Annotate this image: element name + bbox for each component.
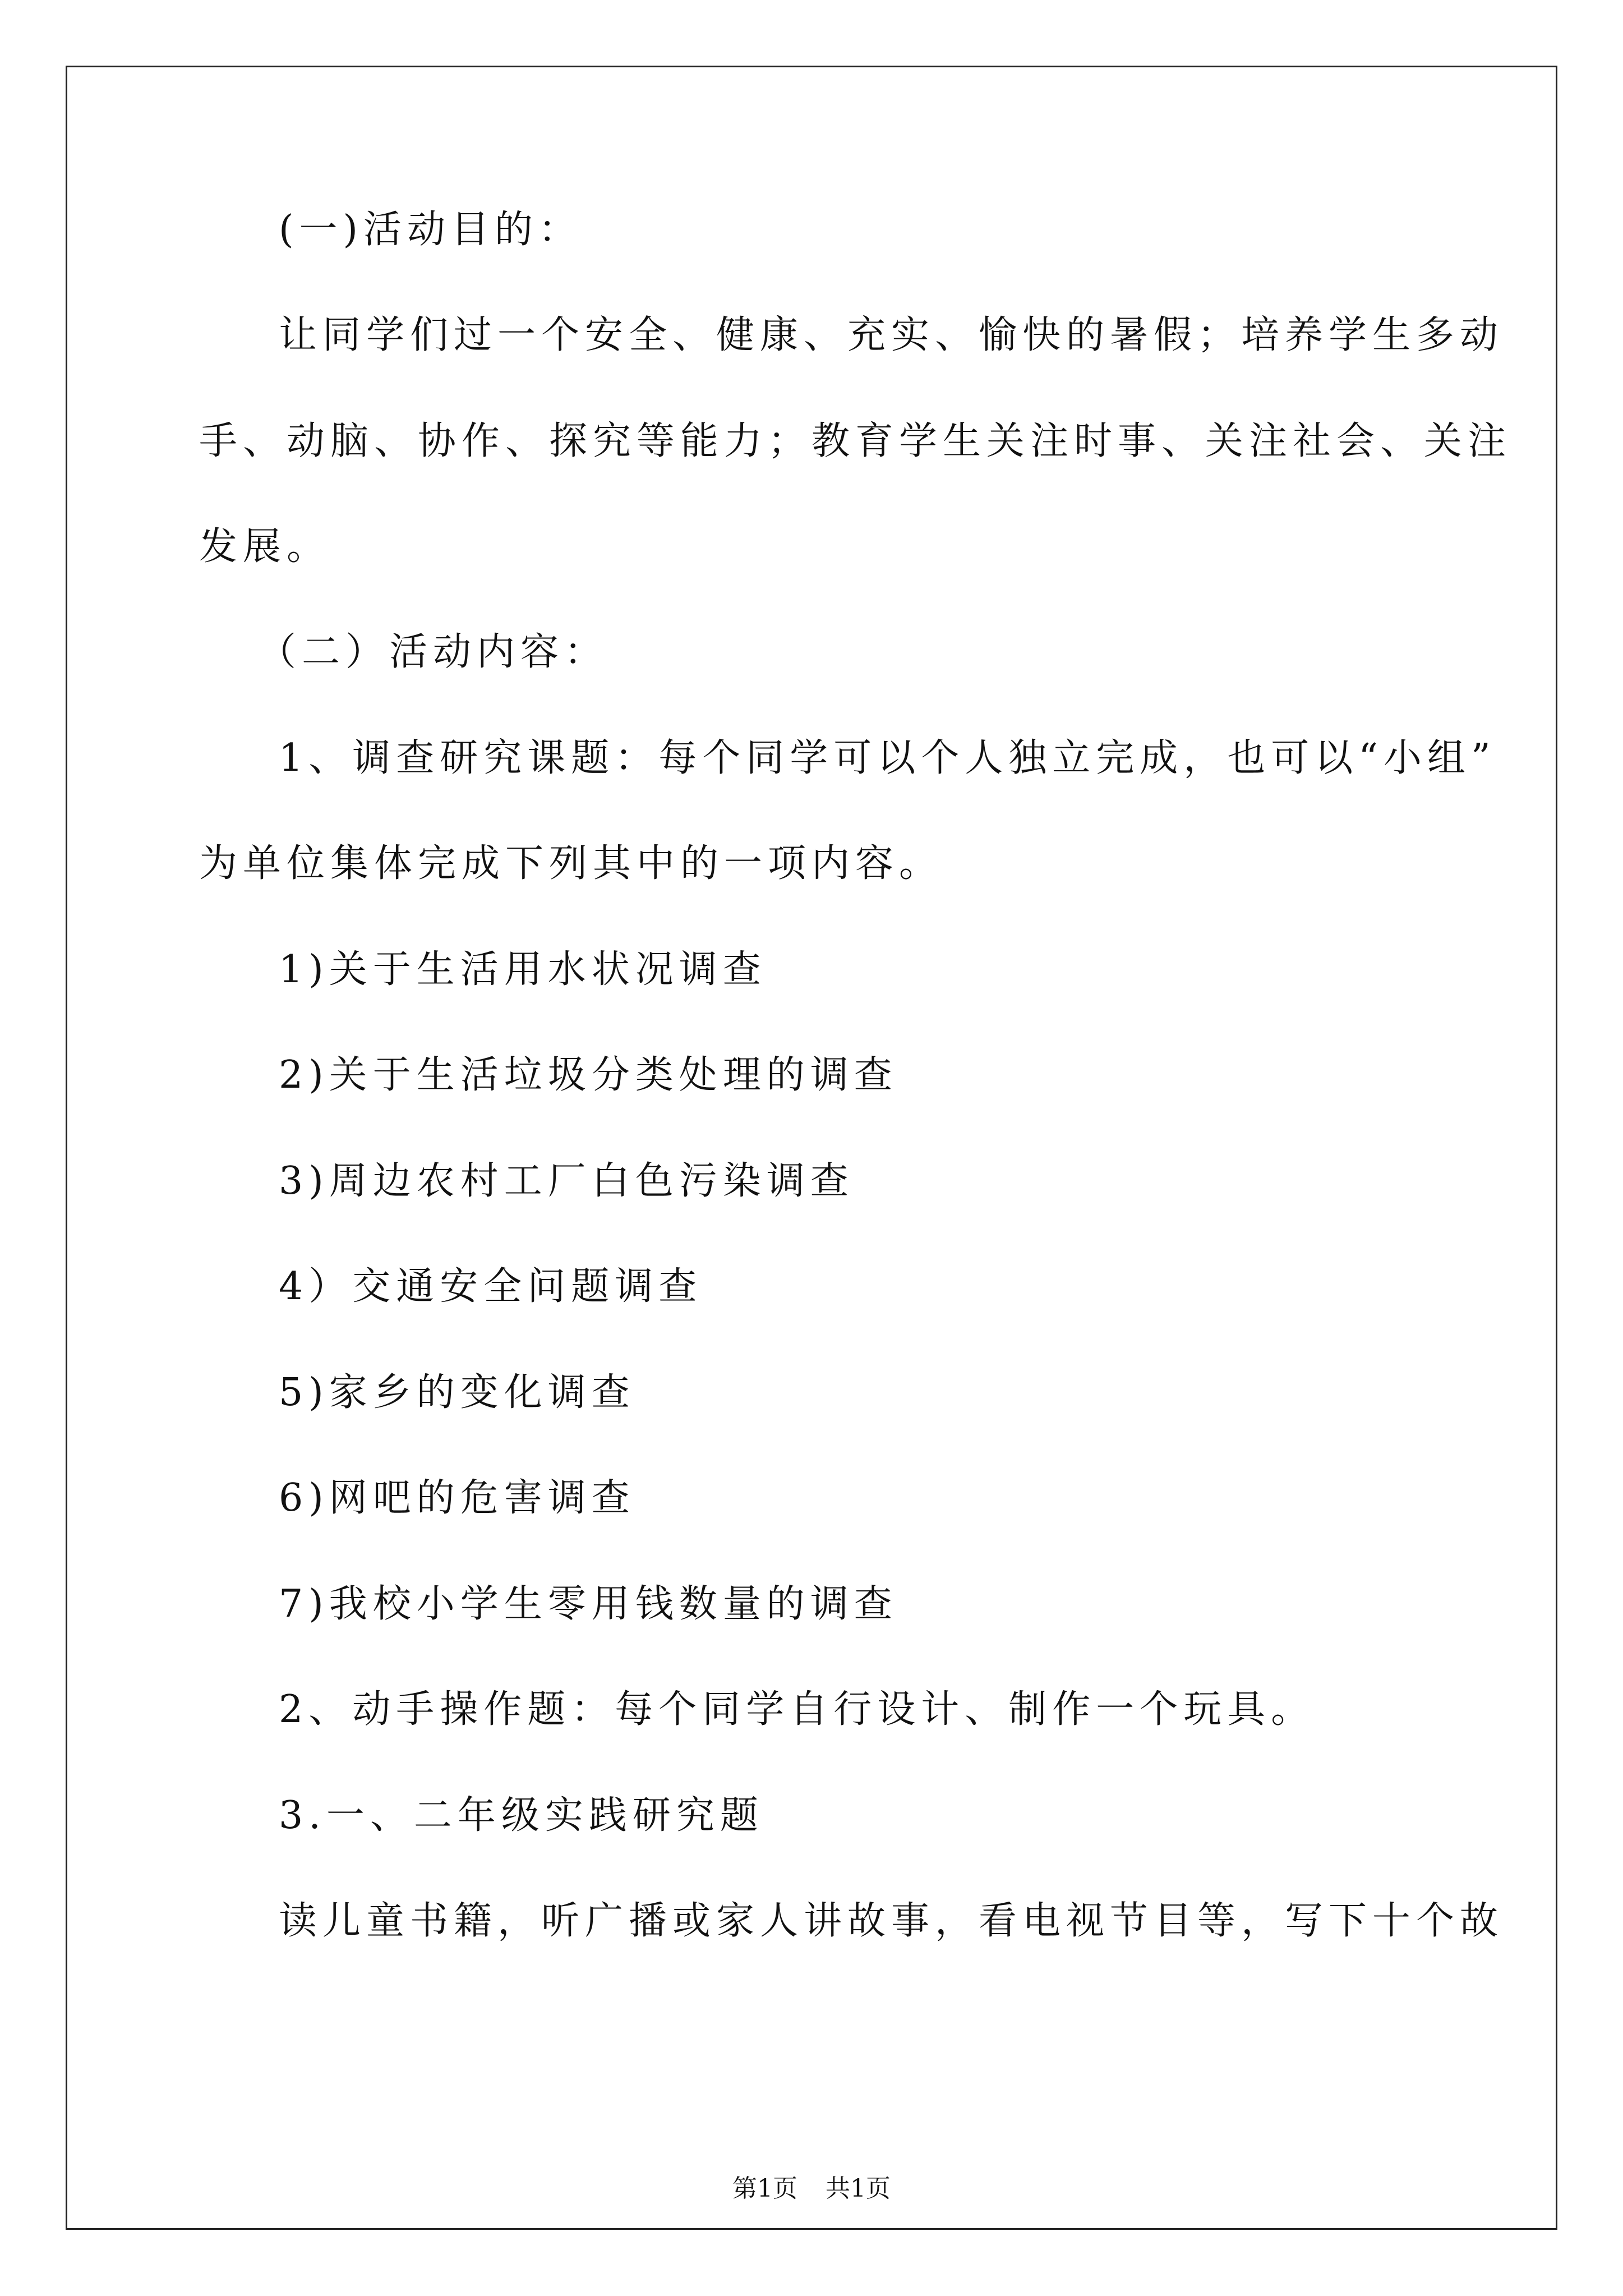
paragraph-line: 1、调查研究课题：每个同学可以个人独立完成，也可以“小组” xyxy=(279,736,1496,780)
heading-activity-content: （二）活动内容： xyxy=(258,630,608,674)
heading-activity-purpose: (一)活动目的： xyxy=(279,208,583,252)
paragraph-line: 读儿童书籍，听广播或家人讲故事，看电视节目等，写下十个故 xyxy=(279,1899,1504,1943)
page-footer xyxy=(0,2172,1623,2206)
page-number: 第1页 xyxy=(732,2174,797,2203)
paragraph-line: 手、动脑、协作、探究等能力；教育学生关注时事、关注社会、关注 xyxy=(199,419,1512,463)
page-total: 共1页 xyxy=(826,2174,891,2203)
list-item: 2)关于生活垃圾分类处理的调查 xyxy=(279,1053,898,1097)
list-item: 4）交通安全问题调查 xyxy=(279,1264,703,1309)
paragraph-line: 3.一、二年级实践研究题 xyxy=(279,1793,764,1838)
paragraph-line: 发展。 xyxy=(199,524,331,569)
paragraph-line: 让同学们过一个安全、健康、充实、愉快的暑假；培养学生多动 xyxy=(279,313,1504,357)
list-item: 6)网吧的危害调查 xyxy=(279,1476,635,1520)
list-item: 1)关于生活用水状况调查 xyxy=(279,947,767,992)
paragraph-line: 2、动手操作题：每个同学自行设计、制作一个玩具。 xyxy=(279,1687,1315,1732)
paragraph-line: 为单位集体完成下列其中的一项内容。 xyxy=(199,841,943,886)
list-item: 5)家乡的变化调查 xyxy=(279,1370,635,1415)
list-item: 3)周边农村工厂白色污染调查 xyxy=(279,1159,854,1203)
list-item: 7)我校小学生零用钱数量的调查 xyxy=(279,1582,898,1626)
